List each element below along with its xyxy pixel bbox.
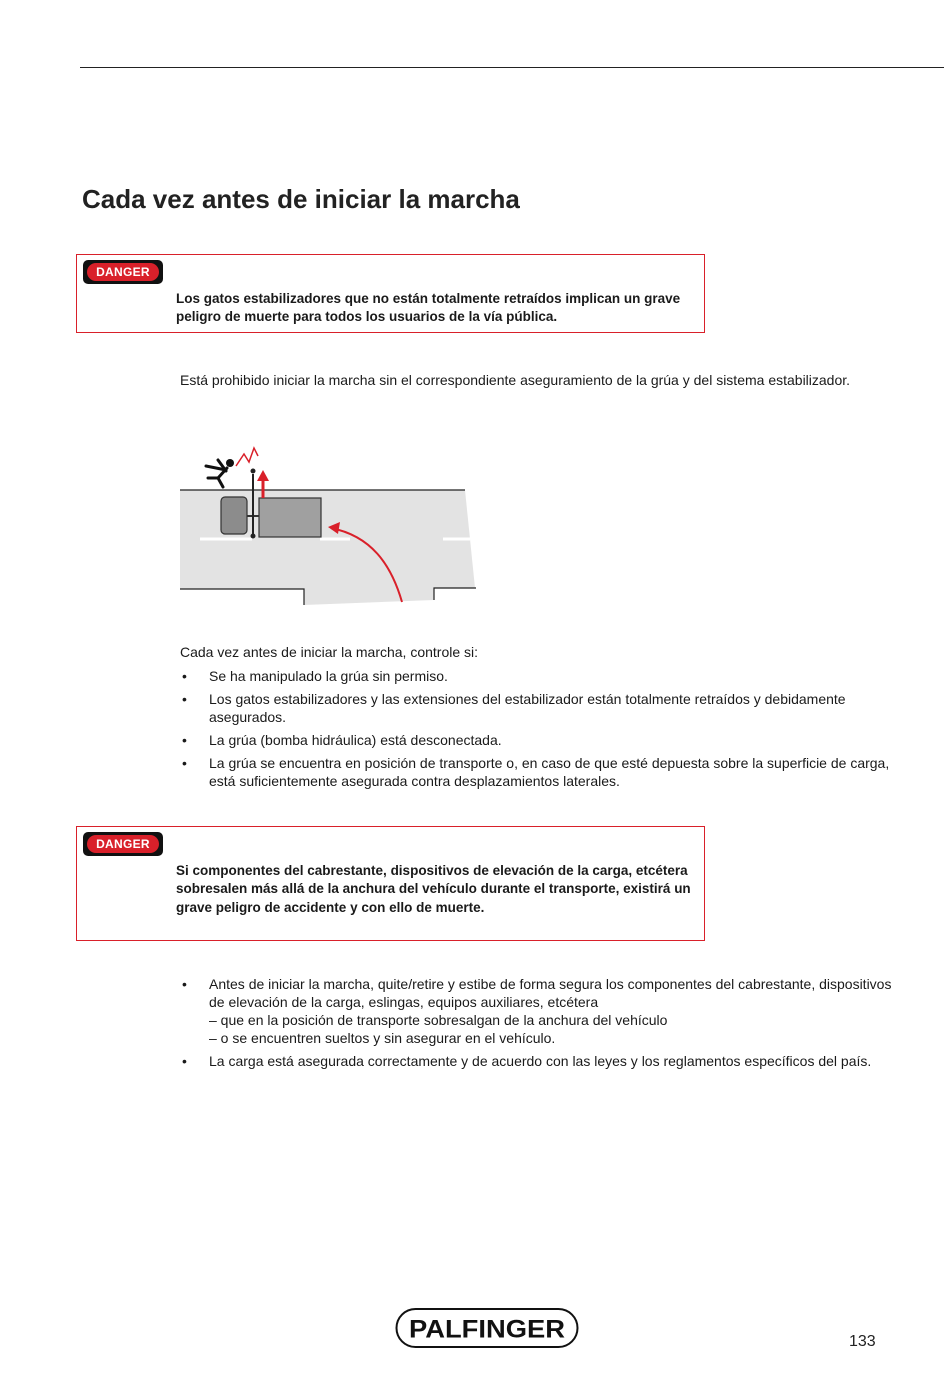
page-title: Cada vez antes de iniciar la marcha [82,184,520,214]
checklist-intro: Cada vez antes de iniciar la marcha, controle si: [180,644,479,660]
danger-badge-label: DANGER [87,263,159,281]
page-number: 133 [849,1333,876,1350]
prohibited-text: Está prohibido iniciar la marcha sin el correspondiente aseguramiento de la grúa y del sistema estabilizador. [180,372,851,388]
danger-badge [83,832,163,856]
danger-warning-text: Los gatos estabilizadores que no están totalmente retraídos implican un grave peligro de muerte para todos los usuarios de la vía pública. [176,291,681,325]
stabilizer-hazard-illustration [178,438,478,610]
list-item: • Antes de iniciar la marcha, quite/retire y estibe de forma segura los componentes del cabrestante, dispositivos de elevación de la carga, eslingas, equipos auxiliares, etcétera – que en la posición de transporte sobresalgan de la anchura del vehículo – o se encuentren sueltos y sin asegurar en el vehículo. [180,975,892,1047]
list-item: • Se ha manipulado la grúa sin permiso. [180,667,892,685]
header-rule [80,67,944,68]
danger-badge [83,260,163,284]
danger-warning-2 [76,826,705,941]
list-item: • La carga está asegurada correctamente y de acuerdo con las leyes y los reglamentos específicos del país. [180,1052,892,1070]
transport-checklist [180,975,892,1075]
danger-warning-text: Si componentes del cabrestante, dispositivos de elevación de la carga, etcétera sobresalen más allá de la anchura del vehículo durante el transporte, existirá un grave peligro de accidente y con ello de muerte. [176,863,691,915]
checklist [180,667,892,795]
danger-badge-label: DANGER [87,835,159,853]
palfinger-logo [395,1306,579,1350]
list-item: • Los gatos estabilizadores y las extensiones del estabilizador están totalmente retraídos y debidamente asegurados. [180,690,892,726]
danger-warning-1 [76,254,705,333]
list-item: • La grúa se encuentra en posición de transporte o, en caso de que esté depuesta sobre la superficie de carga, está suficientemente asegurada contra desplazamientos laterales. [180,754,892,790]
list-item: • La grúa (bomba hidráulica) está desconectada. [180,731,892,749]
logo-text: PALFINGER [409,1315,565,1344]
